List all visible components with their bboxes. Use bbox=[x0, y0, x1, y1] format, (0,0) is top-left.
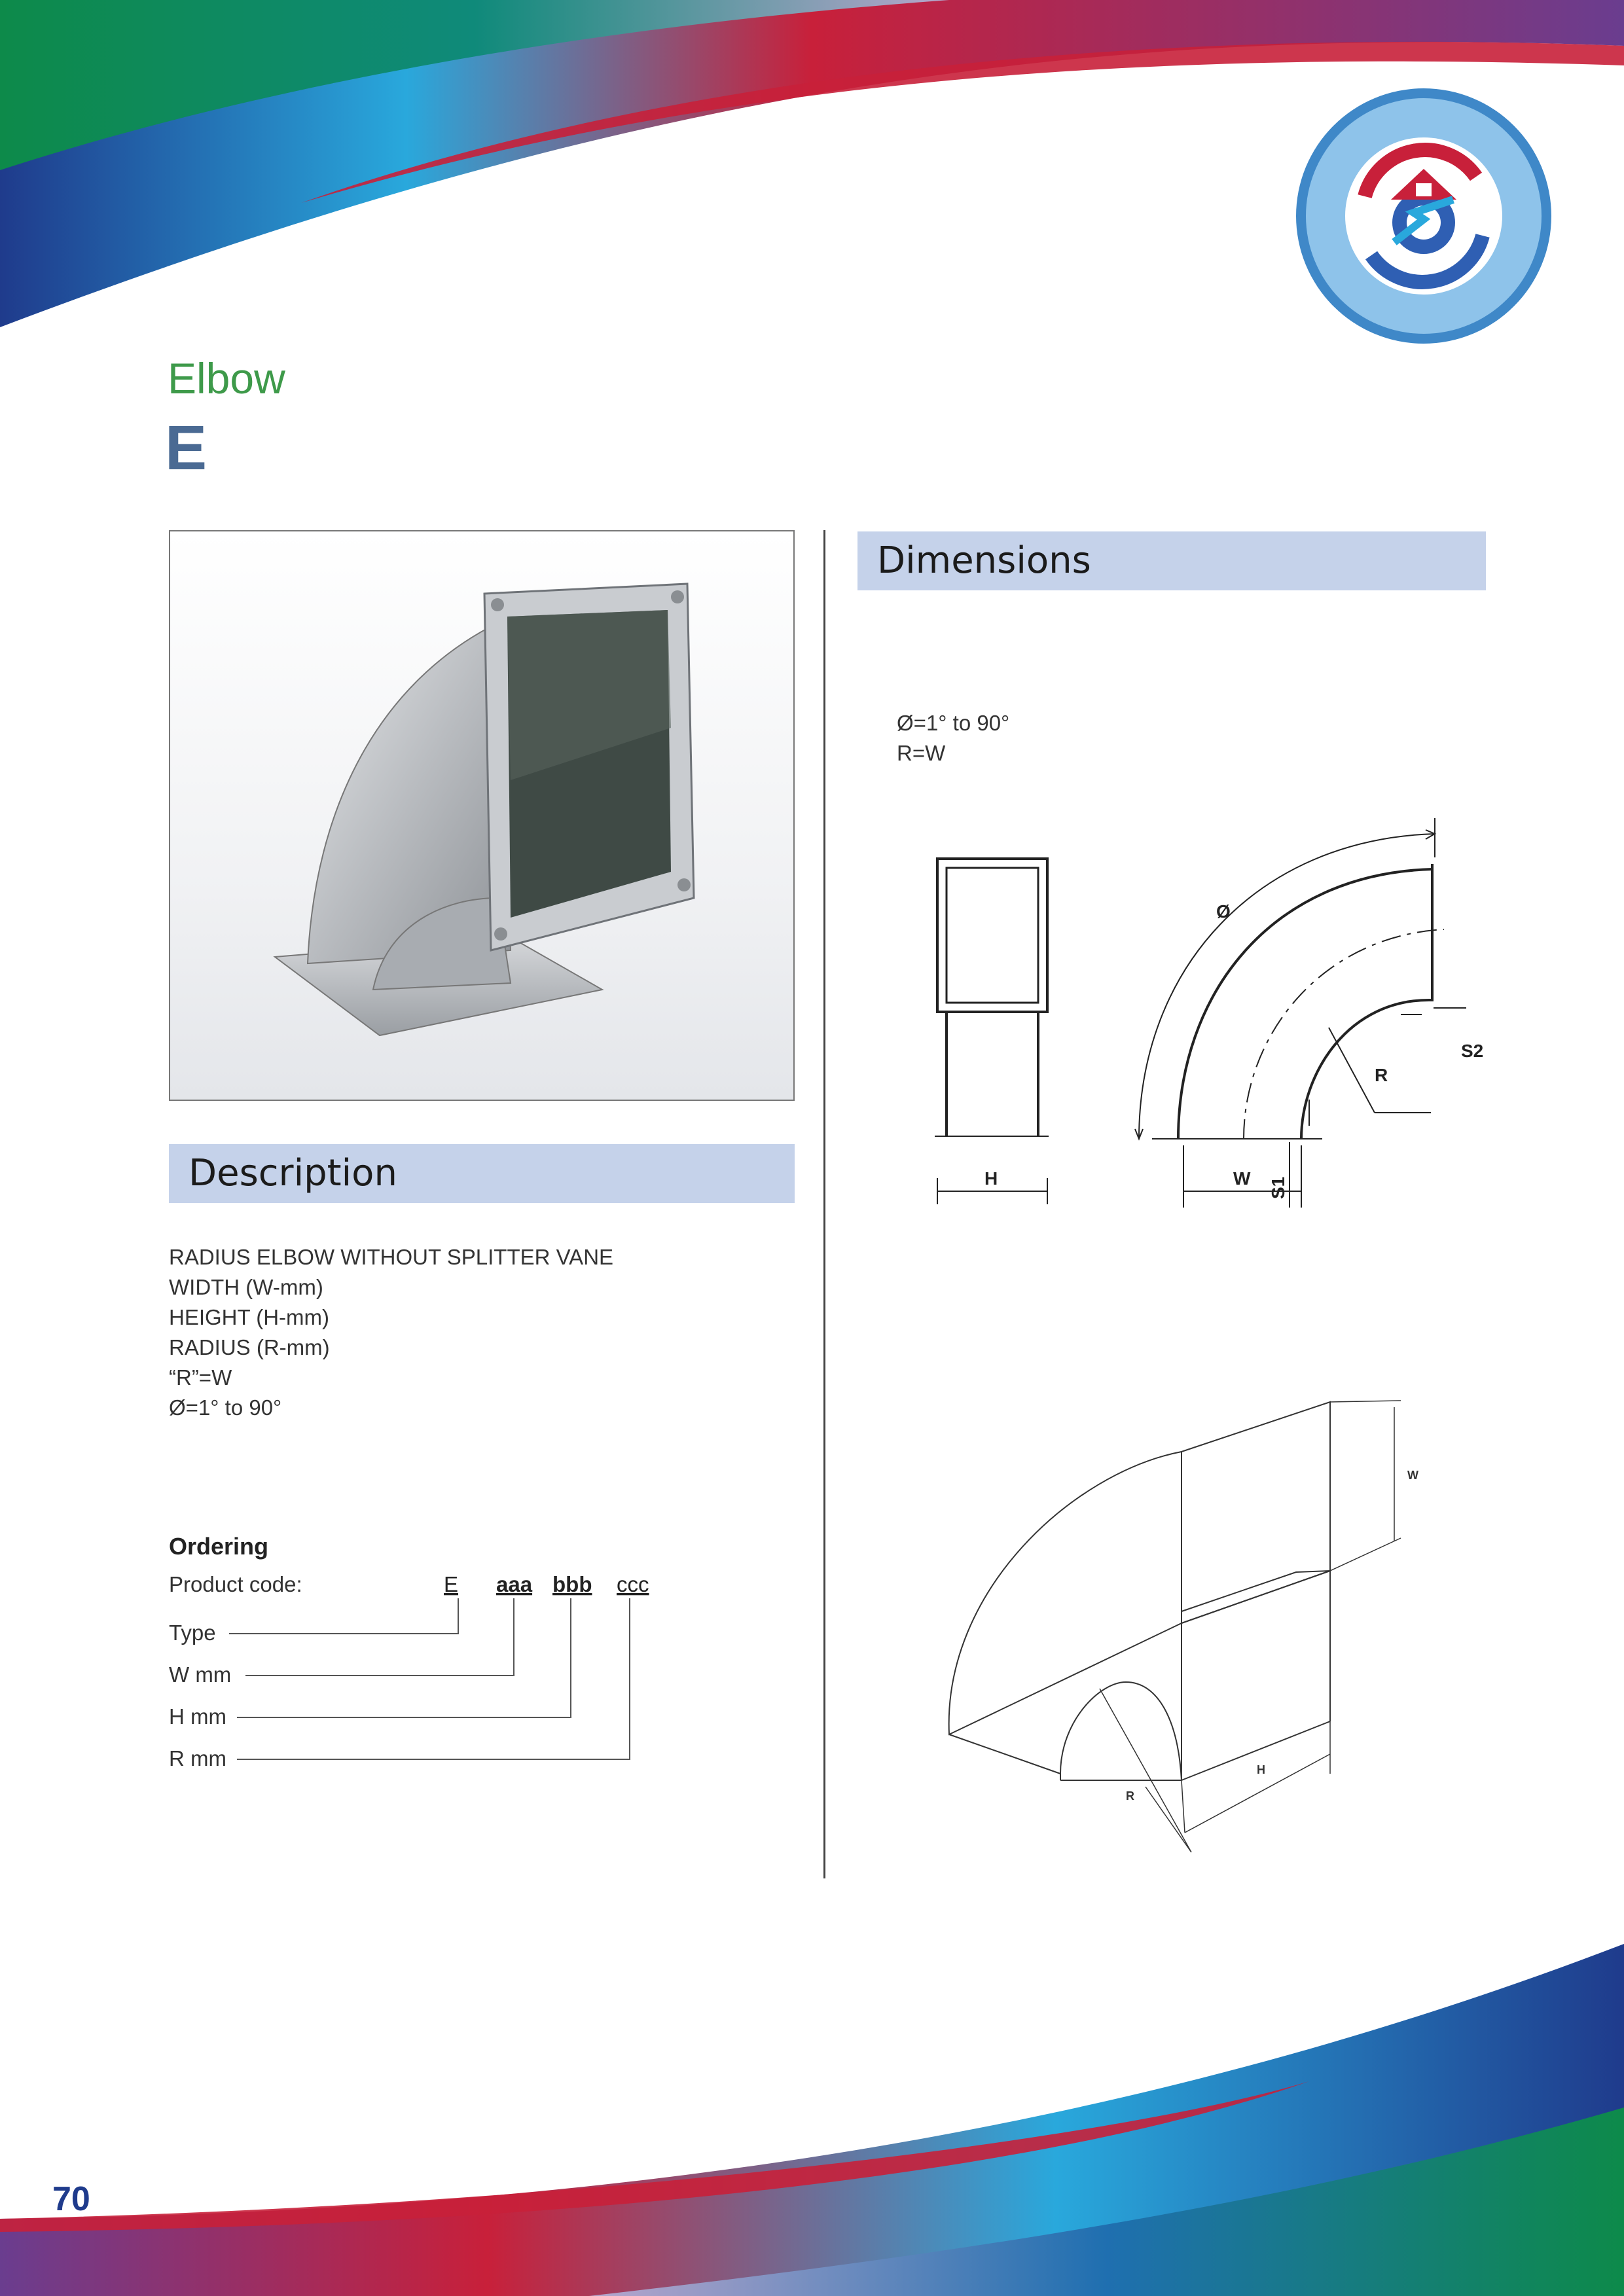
width-label: W bbox=[1233, 1168, 1251, 1189]
dimensions-heading: Dimensions bbox=[857, 531, 1486, 590]
product-code-label: Product code: bbox=[169, 1572, 302, 1596]
description-list bbox=[169, 1242, 613, 1423]
field-width-label: W mm bbox=[169, 1662, 232, 1687]
description-line: “R”=W bbox=[169, 1365, 232, 1390]
height-label: H bbox=[984, 1168, 998, 1189]
elbow-photo-illustration bbox=[170, 531, 795, 1101]
company-logo-seal bbox=[1293, 85, 1555, 347]
field-height-label: H mm bbox=[169, 1704, 226, 1729]
elbow-dimension-drawing bbox=[903, 798, 1492, 1230]
dimension-note: Ø=1° to 90° bbox=[897, 711, 1010, 735]
ordering-heading: Ordering bbox=[169, 1533, 269, 1560]
dimension-note: R=W bbox=[897, 741, 946, 765]
description-line: WIDTH (W-mm) bbox=[169, 1275, 323, 1299]
code-part-type: E bbox=[444, 1572, 459, 1596]
description-heading: Description bbox=[169, 1144, 795, 1203]
column-divider bbox=[823, 530, 825, 1878]
product-photo bbox=[169, 530, 795, 1101]
product-title: Elbow bbox=[168, 354, 285, 403]
field-type-label: Type bbox=[169, 1621, 216, 1645]
iso-inner-curve bbox=[1060, 1682, 1182, 1780]
footer-wave-decoration bbox=[0, 1924, 1624, 2296]
radius-label: R bbox=[1375, 1065, 1388, 1085]
section-inner-frame bbox=[947, 868, 1038, 1003]
angle-arc bbox=[1139, 834, 1435, 1139]
iso-radius-label: R bbox=[1126, 1789, 1134, 1803]
iso-width-label: W bbox=[1407, 1469, 1418, 1482]
description-line: RADIUS ELBOW WITHOUT SPLITTER VANE bbox=[169, 1245, 614, 1269]
code-part-radius: ccc bbox=[617, 1572, 649, 1596]
section-outer-frame bbox=[937, 859, 1047, 1012]
s2-label: S2 bbox=[1461, 1041, 1484, 1061]
elbow-inner-curve bbox=[1301, 1000, 1432, 1139]
ordering-leader-lines bbox=[229, 1598, 630, 1759]
description-line: HEIGHT (H-mm) bbox=[169, 1305, 330, 1329]
dimension-notes bbox=[897, 708, 1009, 768]
description-line: Ø=1° to 90° bbox=[169, 1395, 282, 1420]
angle-label: Ø bbox=[1216, 901, 1231, 922]
elbow-isometric-drawing bbox=[929, 1381, 1486, 1878]
product-code: E bbox=[165, 413, 208, 483]
s1-label: S1 bbox=[1268, 1176, 1288, 1199]
page-number: 70 bbox=[52, 2180, 90, 2218]
code-part-height: bbb bbox=[552, 1572, 592, 1596]
code-part-width: aaa bbox=[496, 1572, 533, 1596]
field-radius-label: R mm bbox=[169, 1746, 226, 1770]
ordering-code-diagram bbox=[157, 1564, 681, 1780]
description-line: RADIUS (R-mm) bbox=[169, 1335, 330, 1359]
iso-height-label: H bbox=[1257, 1763, 1265, 1776]
